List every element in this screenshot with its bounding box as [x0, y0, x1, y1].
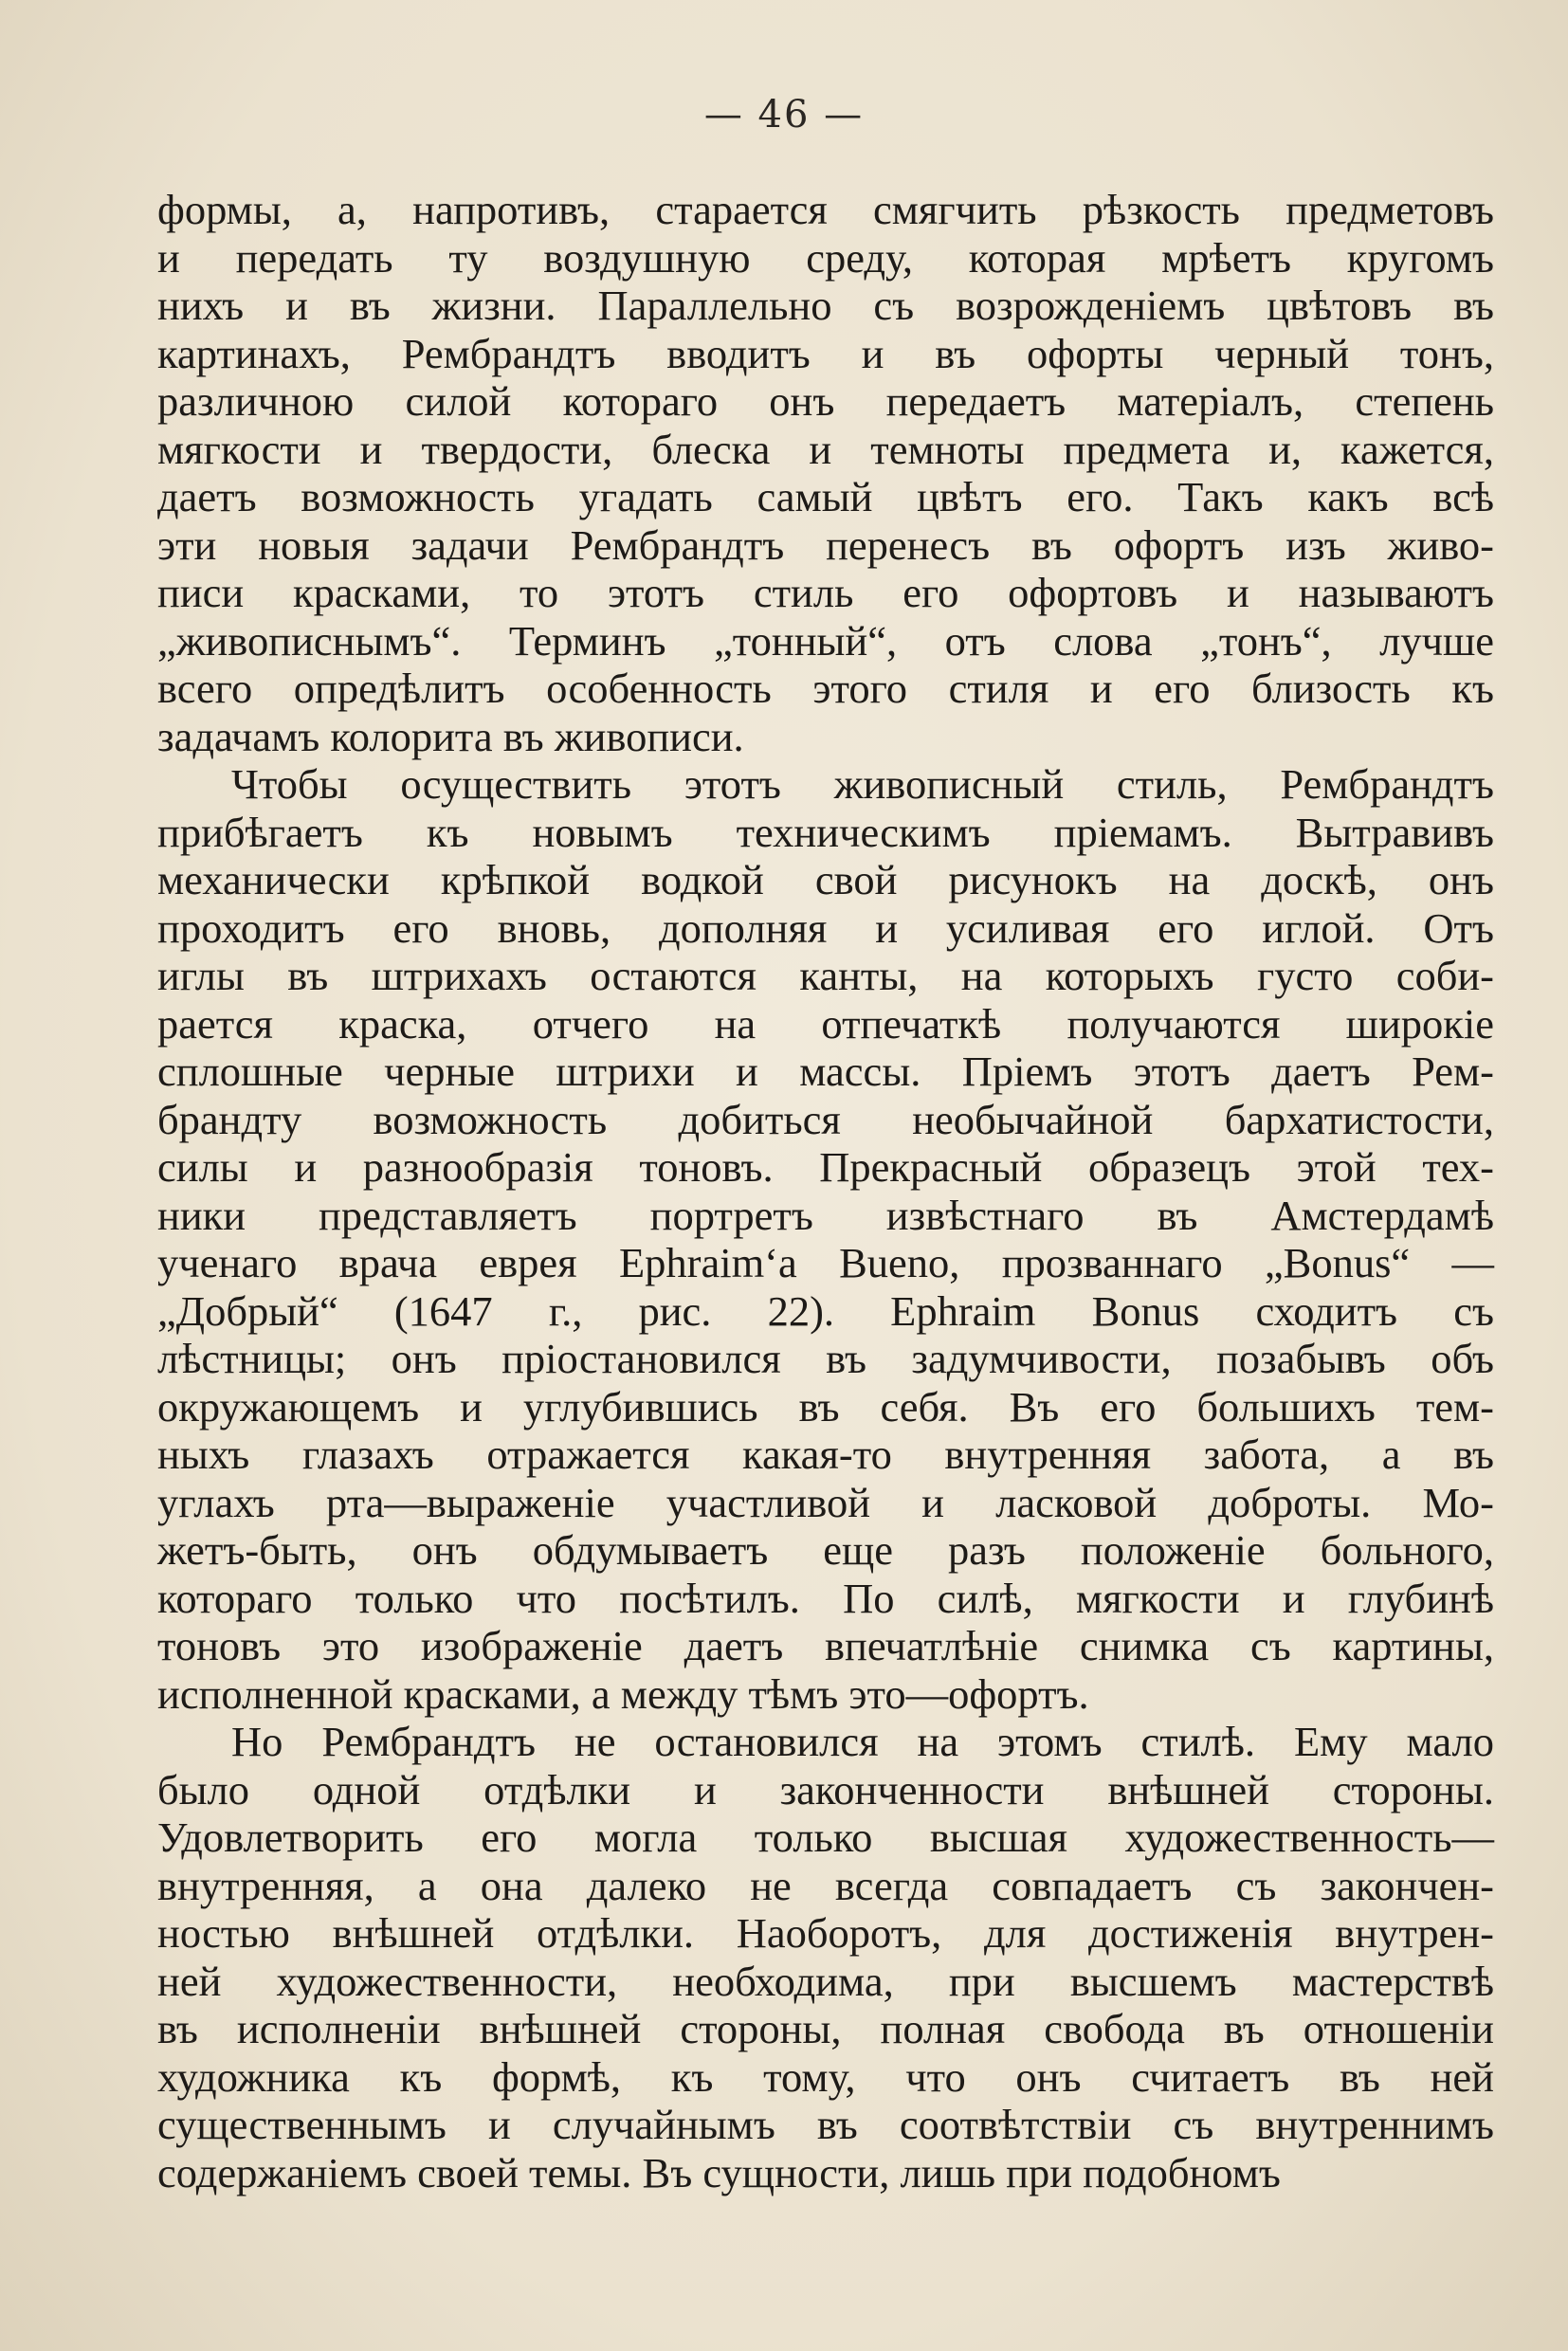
- text-line: тоновъ это изображеніе даетъ впечатлѣніе снимка съ картины,: [157, 1622, 1494, 1669]
- text-line: содержаніемъ своей темы. Въ сущности, лишь при подобномъ: [157, 2148, 1281, 2196]
- text-line: внутренняя, а она далеко не всегда совпадаетъ съ закончен-: [157, 1861, 1494, 1909]
- text-line: различною силой котораго онъ передаетъ матеріалъ, степень: [157, 377, 1494, 425]
- text-line: ней художественности, необходима, при высшемъ мастерствѣ: [157, 1957, 1494, 2005]
- text-line: задачамъ колорита въ живописи.: [157, 712, 744, 760]
- text-line: писи красками, то этотъ стиль его офортовъ и называютъ: [157, 569, 1494, 616]
- text-line: углахъ рта—выраженіе участливой и ласковой доброты. Мо-: [157, 1478, 1494, 1526]
- text-line: ники представляетъ портретъ извѣстнаго въ Амстердамѣ: [157, 1191, 1494, 1239]
- text-line: брандту возможность добиться необычайной бархатистости,: [157, 1095, 1494, 1143]
- text-line: Удовлетворить его могла только высшая художественность—: [157, 1813, 1494, 1861]
- text-line: лѣстницы; онъ пріостановился въ задумчивости, позабывъ объ: [157, 1335, 1494, 1382]
- body-text: [157, 186, 1494, 2196]
- text-line: Но Рембрандтъ не остановился на этомъ стилѣ. Ему мало: [231, 1718, 1494, 1765]
- text-line: механически крѣпкой водкой свой рисунокъ на доскѣ, онъ: [157, 856, 1494, 903]
- text-line: иглы въ штрихахъ остаются канты, на которыхъ густо соби-: [157, 952, 1494, 999]
- text-line: рается краска, отчего на отпечаткѣ получаются широкіе: [157, 999, 1494, 1048]
- text-line: всего опредѣлитъ особенность этого стиля и его близость къ: [157, 665, 1494, 712]
- text-line: и передать ту воздушную среду, которая мрѣетъ кругомъ: [157, 233, 1494, 282]
- text-line: въ исполненіи внѣшней стороны, полная свобода въ отношеніи: [157, 2005, 1494, 2052]
- page-number: — 46 —: [703, 93, 865, 137]
- text-line: котораго только что посѣтилъ. По силѣ, мягкости и глубинѣ: [157, 1574, 1494, 1622]
- text-line: прибѣгаетъ къ новымъ техническимъ пріемамъ. Вытравивъ: [157, 808, 1494, 856]
- text-line: „живописнымъ“. Терминъ „тонный“, отъ слова „тонъ“, лучше: [157, 616, 1494, 665]
- text-line: сплошные черные штрихи и массы. Пріемъ этотъ даетъ Рем-: [157, 1048, 1494, 1095]
- text-line: нихъ и въ жизни. Параллельно съ возрожденіемъ цвѣтовъ въ: [157, 282, 1494, 329]
- text-line: картинахъ, Рембрандтъ вводитъ и въ офорты черный тонъ,: [157, 329, 1494, 377]
- text-line: проходитъ его вновь, дополняя и усиливая его иглой. Отъ: [157, 903, 1494, 952]
- text-line: жетъ-быть, онъ обдумываетъ еще разъ положеніе больного,: [157, 1526, 1494, 1574]
- text-line: ныхъ глазахъ отражается какая-то внутренняя забота, а въ: [157, 1431, 1494, 1478]
- text-line: было одной отдѣлки и законченности внѣшней стороны.: [157, 1765, 1494, 1813]
- paragraph: [157, 1718, 1494, 2196]
- text-line: мягкости и твердости, блеска и темноты предмета и, кажется,: [157, 425, 1494, 473]
- text-line: окружающемъ и углубившись въ себя. Въ его большихъ тем-: [157, 1382, 1494, 1431]
- text-line: ностью внѣшней отдѣлки. Наоборотъ, для достиженія внутрен-: [157, 1909, 1494, 1957]
- text-line: существеннымъ и случайнымъ въ соотвѣтствіи съ внутреннимъ: [157, 2101, 1494, 2148]
- text-line: художника къ формѣ, къ тому, что онъ считаетъ въ ней: [157, 2052, 1494, 2101]
- text-line: исполненной красками, а между тѣмъ это—офортъ.: [157, 1669, 1089, 1718]
- text-line: даетъ возможность угадать самый цвѣтъ его. Такъ какъ всѣ: [157, 473, 1494, 520]
- paragraph: [157, 760, 1494, 1718]
- text-line: эти новыя задачи Рембрандтъ перенесъ въ офортъ изъ живо-: [157, 520, 1494, 569]
- paragraph: [157, 186, 1494, 760]
- text-line: формы, а, напротивъ, старается смягчить рѣзкость предметовъ: [157, 186, 1494, 233]
- text-line: Чтобы осуществить этотъ живописный стиль, Рембрандтъ: [231, 760, 1494, 808]
- text-line: ученаго врача еврея Ephraim‘a Bueno, прозваннаго „Bonus“ —: [157, 1239, 1494, 1286]
- text-line: силы и разнообразія тоновъ. Прекрасный образецъ этой тех-: [157, 1143, 1494, 1191]
- text-line: „Добрый“ (1647 г., рис. 22). Ephraim Bonus сходитъ съ: [157, 1286, 1494, 1335]
